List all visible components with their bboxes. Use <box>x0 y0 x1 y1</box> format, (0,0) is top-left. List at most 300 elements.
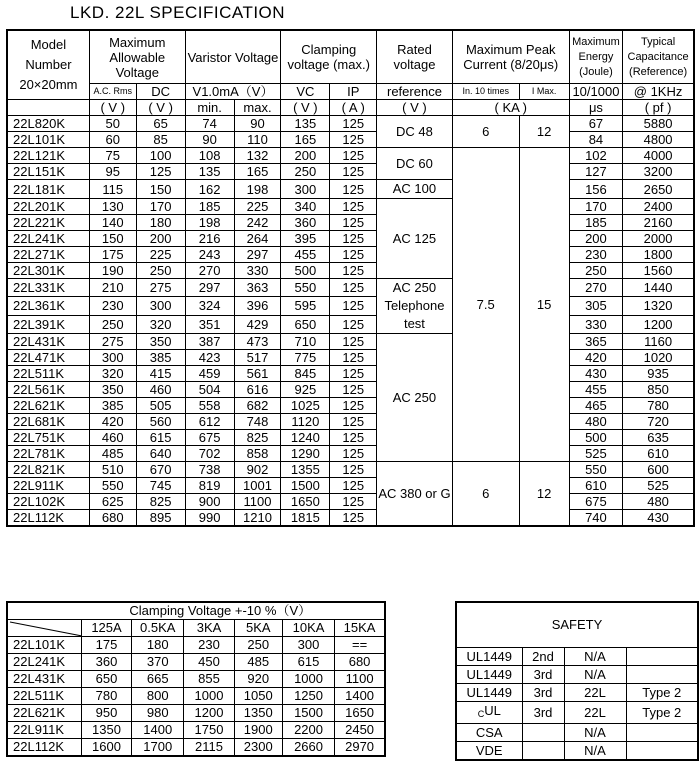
spec-row <box>7 263 694 279</box>
spec-cell-energy: 270 <box>569 279 622 297</box>
spec-cell-vmax: 225 <box>234 199 281 215</box>
safety-row <box>456 648 698 666</box>
in10-subheader: In. 10 times <box>452 84 519 100</box>
spec-cell-dc: 150 <box>136 180 185 199</box>
spec-cell-acrms: 460 <box>89 430 136 446</box>
clamp-value-cell: 1000 <box>282 671 334 688</box>
spec-cell-vc: 775 <box>281 350 330 366</box>
spec-row <box>7 382 694 398</box>
spec-cell-ip: 125 <box>330 297 377 315</box>
spec-cell-vc: 1120 <box>281 414 330 430</box>
spec-cell-model: 22L361K <box>7 297 89 315</box>
spec-cell-vc: 455 <box>281 247 330 263</box>
spec-cell-acrms: 485 <box>89 446 136 462</box>
spec-cell-vmin: 297 <box>185 279 234 297</box>
spec-cell-ip: 125 <box>330 414 377 430</box>
spec-cell-vc: 1650 <box>281 494 330 510</box>
spec-cell-dc: 275 <box>136 279 185 297</box>
spec-cell-model: 22L112K <box>7 510 89 527</box>
spec-cell-energy: 525 <box>569 446 622 462</box>
spec-cell-vmin: 270 <box>185 263 234 279</box>
spec-row <box>7 446 694 462</box>
model-number-header: Model Number 20×20mm <box>7 30 89 100</box>
unit-ka: ( KA ) <box>452 100 569 116</box>
vc-subheader: VC <box>281 84 330 100</box>
spec-cell-vmax: 682 <box>234 398 281 414</box>
clamp-model-cell: 22L431K <box>7 671 81 688</box>
safety-edition-cell: 3rd <box>522 666 564 684</box>
spec-cell-model: 22L821K <box>7 462 89 478</box>
spec-cell-capacitance: 3200 <box>623 164 694 180</box>
clamp-value-cell: 1900 <box>234 722 282 739</box>
spec-row <box>7 231 694 247</box>
spec-cell-dc: 415 <box>136 366 185 382</box>
spec-cell-capacitance: 610 <box>623 446 694 462</box>
clamp-value-cell: 950 <box>81 705 131 722</box>
clamp-value-cell: == <box>335 637 385 654</box>
clamp-col-header: 3KA <box>184 620 234 637</box>
clamp-value-cell: 450 <box>184 654 234 671</box>
safety-edition-cell: 2nd <box>522 648 564 666</box>
safety-standard-cell: CSA <box>456 724 522 742</box>
clamp-value-cell: 370 <box>132 654 184 671</box>
spec-cell-vmin: 612 <box>185 414 234 430</box>
typical-capacitance-header: Typical Capacitance (Reference) <box>623 30 694 84</box>
spec-cell-acrms: 95 <box>89 164 136 180</box>
spec-cell-model: 22L621K <box>7 398 89 414</box>
spec-cell-acrms: 250 <box>89 315 136 333</box>
spec-cell-model: 22L331K <box>7 279 89 297</box>
spec-cell-vmin: 423 <box>185 350 234 366</box>
spec-cell-vmax: 198 <box>234 180 281 199</box>
unit-a-ip: ( A ) <box>330 100 377 116</box>
clamp-value-cell: 1600 <box>81 739 131 757</box>
spec-cell-energy: 170 <box>569 199 622 215</box>
clamp-value-cell: 1650 <box>335 705 385 722</box>
peak-current-imax-cell: 12 <box>519 116 569 148</box>
safety-table <box>455 601 699 761</box>
spec-row <box>7 215 694 231</box>
spec-cell-vmax: 363 <box>234 279 281 297</box>
spec-cell-dc: 615 <box>136 430 185 446</box>
unit-v-vc: ( V ) <box>281 100 330 116</box>
spec-cell-capacitance: 1160 <box>623 334 694 350</box>
spec-cell-dc: 100 <box>136 148 185 164</box>
spec-cell-vmin: 162 <box>185 180 234 199</box>
spec-cell-energy: 127 <box>569 164 622 180</box>
clamp-value-cell: 680 <box>335 654 385 671</box>
ac-rms-subheader: A.C. Rms <box>89 84 136 100</box>
spec-cell-vmax: 264 <box>234 231 281 247</box>
clamp-value-cell: 2115 <box>184 739 234 757</box>
clamp-value-cell: 2450 <box>335 722 385 739</box>
spec-cell-vmax: 517 <box>234 350 281 366</box>
spec-cell-vc: 340 <box>281 199 330 215</box>
peak-current-in10-cell: 6 <box>452 116 519 148</box>
clamp-value-cell: 2970 <box>335 739 385 757</box>
spec-cell-dc: 670 <box>136 462 185 478</box>
spec-cell-vmin: 738 <box>185 462 234 478</box>
unit-row-model <box>7 100 89 116</box>
clamp-title-spacer <box>7 602 81 620</box>
clamp-value-cell: 855 <box>184 671 234 688</box>
spec-row <box>7 180 694 199</box>
spec-cell-energy: 500 <box>569 430 622 446</box>
spec-cell-dc: 170 <box>136 199 185 215</box>
spec-cell-capacitance: 2000 <box>623 231 694 247</box>
spec-cell-vmin: 459 <box>185 366 234 382</box>
spec-cell-vmax: 616 <box>234 382 281 398</box>
clamp-col-header: 15KA <box>335 620 385 637</box>
spec-cell-energy: 675 <box>569 494 622 510</box>
spec-cell-energy: 365 <box>569 334 622 350</box>
spec-cell-energy: 185 <box>569 215 622 231</box>
clamping-voltage-header: Clamping voltage (max.) <box>281 30 377 84</box>
spec-cell-energy: 156 <box>569 180 622 199</box>
spec-cell-vmin: 108 <box>185 148 234 164</box>
spec-cell-acrms: 190 <box>89 263 136 279</box>
rated-voltage-cell: DC 48 <box>377 116 453 148</box>
cul-prefix: C <box>477 709 485 719</box>
unit-max: max. <box>234 100 281 116</box>
safety-series-cell: N/A <box>564 742 626 761</box>
clamp-model-cell: 22L621K <box>7 705 81 722</box>
spec-cell-acrms: 210 <box>89 279 136 297</box>
spec-cell-ip: 125 <box>330 510 377 527</box>
spec-cell-acrms: 50 <box>89 116 136 132</box>
safety-edition-cell <box>522 724 564 742</box>
spec-row <box>7 148 694 164</box>
safety-series-cell: N/A <box>564 648 626 666</box>
spec-cell-vc: 1815 <box>281 510 330 527</box>
spec-cell-dc: 85 <box>136 132 185 148</box>
spec-cell-acrms: 140 <box>89 215 136 231</box>
spec-cell-vmin: 990 <box>185 510 234 527</box>
spec-cell-dc: 895 <box>136 510 185 527</box>
spec-cell-model: 22L221K <box>7 215 89 231</box>
spec-cell-dc: 125 <box>136 164 185 180</box>
spec-cell-energy: 480 <box>569 414 622 430</box>
spec-cell-ip: 125 <box>330 132 377 148</box>
spec-cell-capacitance: 600 <box>623 462 694 478</box>
spec-cell-capacitance: 720 <box>623 414 694 430</box>
spec-cell-capacitance: 430 <box>623 510 694 527</box>
spec-cell-dc: 320 <box>136 315 185 333</box>
spec-cell-ip: 125 <box>330 116 377 132</box>
spec-cell-capacitance: 4000 <box>623 148 694 164</box>
spec-cell-vmin: 702 <box>185 446 234 462</box>
spec-cell-model: 22L471K <box>7 350 89 366</box>
spec-cell-vmin: 387 <box>185 334 234 350</box>
safety-edition-cell: 3rd <box>522 684 564 702</box>
spec-cell-vmax: 330 <box>234 263 281 279</box>
safety-standard-cell: UL1449 <box>456 666 522 684</box>
spec-cell-vc: 1290 <box>281 446 330 462</box>
spec-cell-capacitance: 1800 <box>623 247 694 263</box>
clamp-row <box>7 739 385 757</box>
spec-cell-vc: 300 <box>281 180 330 199</box>
clamp-value-cell: 1050 <box>234 688 282 705</box>
spec-cell-vc: 500 <box>281 263 330 279</box>
spec-cell-vmax: 396 <box>234 297 281 315</box>
spec-cell-ip: 125 <box>330 279 377 297</box>
spec-cell-energy: 102 <box>569 148 622 164</box>
spec-cell-vc: 395 <box>281 231 330 247</box>
spec-cell-energy: 84 <box>569 132 622 148</box>
spec-row <box>7 478 694 494</box>
spec-cell-vmin: 351 <box>185 315 234 333</box>
spec-cell-acrms: 60 <box>89 132 136 148</box>
unit-v-rated: ( V ) <box>377 100 453 116</box>
spec-cell-vmin: 900 <box>185 494 234 510</box>
spec-cell-model: 22L820K <box>7 116 89 132</box>
safety-series-cell: 22L <box>564 702 626 724</box>
unit-v-dc: ( V ) <box>136 100 185 116</box>
specification-table <box>6 29 695 527</box>
imax-subheader: I Max. <box>519 84 569 100</box>
spec-cell-capacitance: 1020 <box>623 350 694 366</box>
spec-cell-vmax: 473 <box>234 334 281 350</box>
spec-cell-dc: 560 <box>136 414 185 430</box>
spec-row <box>7 132 694 148</box>
spec-cell-model: 22L681K <box>7 414 89 430</box>
reference-subheader: reference <box>377 84 453 100</box>
spec-cell-vc: 550 <box>281 279 330 297</box>
spec-cell-capacitance: 525 <box>623 478 694 494</box>
clamp-value-cell: 230 <box>184 637 234 654</box>
max-allowable-voltage-header: Maximum Allowable Voltage <box>89 30 185 84</box>
rated-voltage-cell: DC 60 <box>377 148 453 180</box>
spec-cell-dc: 745 <box>136 478 185 494</box>
clamp-value-cell: 1200 <box>184 705 234 722</box>
clamp-value-cell: 1400 <box>132 722 184 739</box>
clamp-value-cell: 800 <box>132 688 184 705</box>
spec-cell-dc: 200 <box>136 231 185 247</box>
spec-row <box>7 247 694 263</box>
spec-cell-vc: 845 <box>281 366 330 382</box>
spec-cell-vmax: 90 <box>234 116 281 132</box>
diagonal-line <box>8 620 81 637</box>
spec-cell-energy: 420 <box>569 350 622 366</box>
spec-cell-capacitance: 635 <box>623 430 694 446</box>
spec-cell-vmin: 819 <box>185 478 234 494</box>
spec-cell-dc: 640 <box>136 446 185 462</box>
safety-standard-cell <box>456 702 522 724</box>
spec-cell-model: 22L301K <box>7 263 89 279</box>
unit-us: μs <box>569 100 622 116</box>
cul-main: UL <box>484 703 501 718</box>
spec-cell-acrms: 350 <box>89 382 136 398</box>
clamp-value-cell: 1400 <box>335 688 385 705</box>
spec-cell-vc: 595 <box>281 297 330 315</box>
spec-cell-acrms: 275 <box>89 334 136 350</box>
clamp-value-cell: 1250 <box>282 688 334 705</box>
capacitance-subheader: @ 1KHz <box>623 84 694 100</box>
spec-cell-ip: 125 <box>330 398 377 414</box>
spec-cell-dc: 505 <box>136 398 185 414</box>
peak-current-in10-cell: 7.5 <box>452 148 519 462</box>
rated-voltage-cell: AC 250 <box>377 334 453 462</box>
clamp-col-header: 5KA <box>234 620 282 637</box>
clamp-value-cell: 300 <box>282 637 334 654</box>
clamp-value-cell: 780 <box>81 688 131 705</box>
spec-cell-acrms: 385 <box>89 398 136 414</box>
spec-cell-capacitance: 780 <box>623 398 694 414</box>
spec-row <box>7 350 694 366</box>
clamp-col-header: 125A <box>81 620 131 637</box>
spec-cell-vmax: 1100 <box>234 494 281 510</box>
spec-cell-ip: 125 <box>330 148 377 164</box>
safety-standard-cell: UL1449 <box>456 684 522 702</box>
spec-row <box>7 398 694 414</box>
spec-cell-model: 22L181K <box>7 180 89 199</box>
spec-cell-model: 22L391K <box>7 315 89 333</box>
spec-cell-capacitance: 2400 <box>623 199 694 215</box>
varistor-voltage-header: Varistor Voltage <box>185 30 281 84</box>
spec-cell-capacitance: 935 <box>623 366 694 382</box>
spec-cell-acrms: 300 <box>89 350 136 366</box>
clamp-value-cell: 1500 <box>282 705 334 722</box>
safety-series-cell: N/A <box>564 666 626 684</box>
max-energy-header: Maximum Energy (Joule) <box>569 30 622 84</box>
spec-cell-energy: 430 <box>569 366 622 382</box>
spec-row <box>7 297 694 315</box>
spec-cell-vc: 200 <box>281 148 330 164</box>
spec-cell-model: 22L271K <box>7 247 89 263</box>
peak-current-imax-cell: 12 <box>519 462 569 527</box>
spec-cell-dc: 385 <box>136 350 185 366</box>
safety-standard-cell: UL1449 <box>456 648 522 666</box>
spec-cell-vmax: 902 <box>234 462 281 478</box>
spec-cell-vmin: 243 <box>185 247 234 263</box>
spec-cell-capacitance: 5880 <box>623 116 694 132</box>
unit-min: min. <box>185 100 234 116</box>
ip-subheader: IP <box>330 84 377 100</box>
page-title: LKD. 22L SPECIFICATION <box>70 3 286 22</box>
spec-cell-vc: 165 <box>281 132 330 148</box>
spec-cell-acrms: 115 <box>89 180 136 199</box>
spec-cell-dc: 250 <box>136 263 185 279</box>
spec-cell-vmax: 242 <box>234 215 281 231</box>
spec-cell-ip: 125 <box>330 263 377 279</box>
spec-cell-dc: 350 <box>136 334 185 350</box>
clamp-value-cell: 250 <box>234 637 282 654</box>
spec-cell-ip: 125 <box>330 478 377 494</box>
spec-cell-acrms: 680 <box>89 510 136 527</box>
spec-cell-vmax: 297 <box>234 247 281 263</box>
clamp-model-cell: 22L911K <box>7 722 81 739</box>
safety-type-cell <box>626 648 698 666</box>
spec-cell-ip: 125 <box>330 315 377 333</box>
clamp-value-cell: 1000 <box>184 688 234 705</box>
clamp-model-cell: 22L241K <box>7 654 81 671</box>
safety-type-cell <box>626 666 698 684</box>
spec-cell-vmax: 825 <box>234 430 281 446</box>
clamp-value-cell: 1100 <box>335 671 385 688</box>
spec-cell-vmin: 90 <box>185 132 234 148</box>
clamp-value-cell: 1750 <box>184 722 234 739</box>
clamp-diagonal-cell <box>7 620 81 637</box>
spec-cell-acrms: 130 <box>89 199 136 215</box>
spec-cell-model: 22L561K <box>7 382 89 398</box>
spec-cell-acrms: 75 <box>89 148 136 164</box>
clamping-voltage-table <box>6 601 386 757</box>
spec-cell-dc: 460 <box>136 382 185 398</box>
spec-row <box>7 199 694 215</box>
safety-edition-cell: 3rd <box>522 702 564 724</box>
spec-row <box>7 462 694 478</box>
spec-cell-capacitance: 480 <box>623 494 694 510</box>
spec-cell-acrms: 550 <box>89 478 136 494</box>
spec-cell-acrms: 150 <box>89 231 136 247</box>
spec-cell-ip: 125 <box>330 462 377 478</box>
clamp-model-cell: 22L511K <box>7 688 81 705</box>
spec-cell-energy: 330 <box>569 315 622 333</box>
spec-cell-energy: 230 <box>569 247 622 263</box>
spec-cell-capacitance: 850 <box>623 382 694 398</box>
spec-cell-acrms: 420 <box>89 414 136 430</box>
safety-type-cell <box>626 742 698 761</box>
spec-cell-energy: 550 <box>569 462 622 478</box>
clamp-row <box>7 654 385 671</box>
clamp-value-cell: 2300 <box>234 739 282 757</box>
spec-cell-energy: 305 <box>569 297 622 315</box>
rated-voltage-cell: AC 100 <box>377 180 453 199</box>
spec-cell-model: 22L511K <box>7 366 89 382</box>
spec-cell-model: 22L201K <box>7 199 89 215</box>
safety-type-cell <box>626 724 698 742</box>
spec-cell-vmin: 504 <box>185 382 234 398</box>
spec-cell-ip: 125 <box>330 164 377 180</box>
clamp-value-cell: 650 <box>81 671 131 688</box>
spec-cell-energy: 455 <box>569 382 622 398</box>
spec-cell-acrms: 510 <box>89 462 136 478</box>
clamp-value-cell: 980 <box>132 705 184 722</box>
spec-cell-vc: 360 <box>281 215 330 231</box>
spec-cell-vmin: 135 <box>185 164 234 180</box>
spec-cell-dc: 180 <box>136 215 185 231</box>
safety-row <box>456 684 698 702</box>
max-peak-current-header: Maximum Peak Current (8/20μs) <box>452 30 569 84</box>
spec-cell-ip: 125 <box>330 199 377 215</box>
spec-cell-vmin: 198 <box>185 215 234 231</box>
spec-cell-model: 22L151K <box>7 164 89 180</box>
clamp-value-cell: 1700 <box>132 739 184 757</box>
spec-row <box>7 116 694 132</box>
spec-cell-ip: 125 <box>330 350 377 366</box>
spec-cell-energy: 200 <box>569 231 622 247</box>
spec-cell-capacitance: 1560 <box>623 263 694 279</box>
clamp-col-header: 0.5KA <box>132 620 184 637</box>
spec-cell-vmax: 429 <box>234 315 281 333</box>
spec-cell-capacitance: 4800 <box>623 132 694 148</box>
spec-cell-vmin: 185 <box>185 199 234 215</box>
spec-cell-model: 22L431K <box>7 334 89 350</box>
spec-cell-vc: 250 <box>281 164 330 180</box>
clamp-col-header: 10KA <box>282 620 334 637</box>
spec-row <box>7 414 694 430</box>
clamp-value-cell: 1350 <box>234 705 282 722</box>
v1ma-subheader: V1.0mA（V） <box>185 84 281 100</box>
spec-cell-model: 22L121K <box>7 148 89 164</box>
safety-series-cell: N/A <box>564 724 626 742</box>
spec-cell-vmax: 748 <box>234 414 281 430</box>
spec-cell-ip: 125 <box>330 494 377 510</box>
spec-cell-vmax: 561 <box>234 366 281 382</box>
clamp-row <box>7 705 385 722</box>
spec-cell-acrms: 625 <box>89 494 136 510</box>
spec-cell-dc: 65 <box>136 116 185 132</box>
